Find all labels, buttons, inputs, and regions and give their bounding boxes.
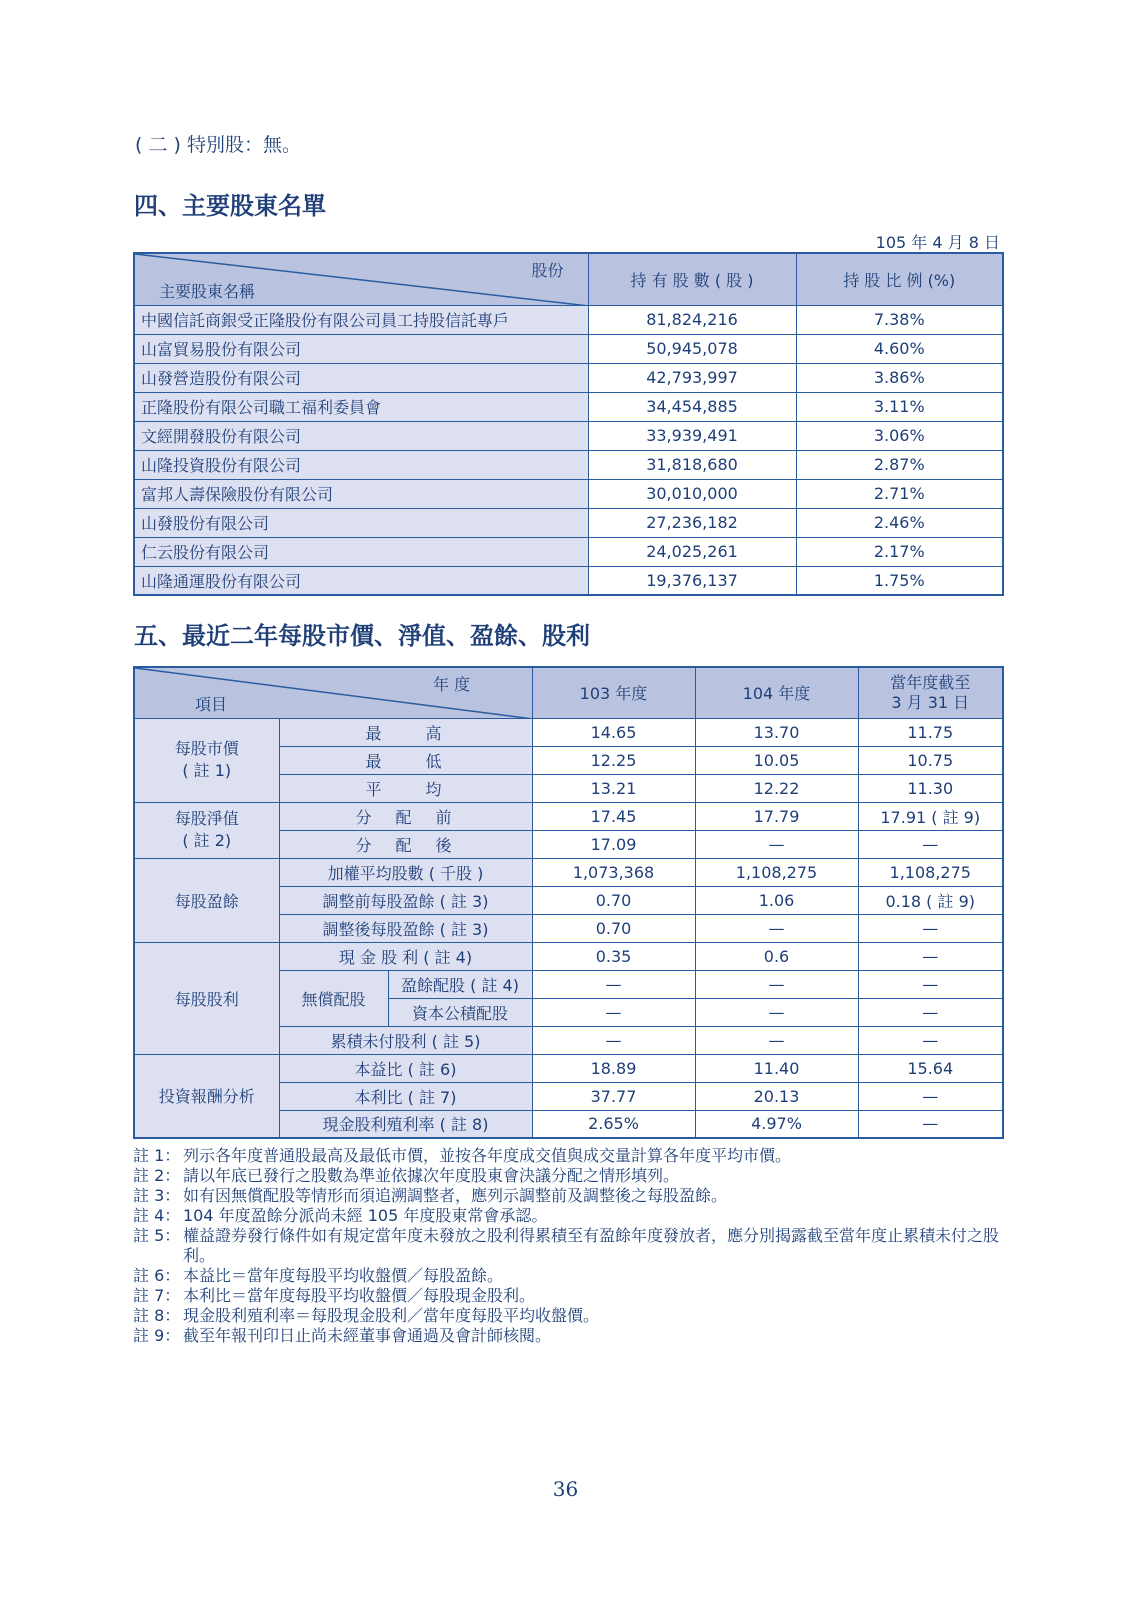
- value-103: 37.77: [532, 1082, 695, 1110]
- value-current: —: [858, 1026, 1003, 1054]
- footnote: [133, 1146, 1003, 1166]
- table-row: [134, 942, 1003, 970]
- shareholder-name: 山發營造股份有限公司: [134, 363, 588, 392]
- value-103: 18.89: [532, 1054, 695, 1082]
- row-item: 現金股利殖利率 ( 註 8): [279, 1110, 532, 1138]
- row-item: 最 低: [279, 746, 532, 774]
- current-year-header-line1: 當年度截至: [890, 672, 971, 692]
- table-row: [134, 479, 1003, 508]
- footnote-key: 註 1：: [133, 1146, 181, 1165]
- value-104: —: [695, 970, 858, 998]
- holding-ratio: 2.71%: [796, 479, 1003, 508]
- year-104-header: 104 年度: [695, 667, 858, 718]
- section4-title: 四、主要股東名單: [134, 192, 326, 220]
- row-item: 分 配 前: [279, 802, 532, 830]
- footnote-key: 註 4：: [133, 1206, 181, 1225]
- footnote-text: 本益比＝當年度每股平均收盤價／每股盈餘。: [183, 1266, 504, 1285]
- footnote: [133, 1166, 1003, 1186]
- value-current: 0.18 ( 註 9): [858, 886, 1003, 914]
- value-current: —: [858, 914, 1003, 942]
- table-row: [134, 392, 1003, 421]
- value-103: —: [532, 1026, 695, 1054]
- value-104: 1,108,275: [695, 858, 858, 886]
- value-104: —: [695, 1026, 858, 1054]
- shares-held: 30,010,000: [588, 479, 796, 508]
- value-current: —: [858, 1082, 1003, 1110]
- shares-held: 81,824,216: [588, 305, 796, 334]
- footnote-key: 註 9：: [133, 1326, 181, 1345]
- holding-ratio: 2.46%: [796, 508, 1003, 537]
- row-item: 資本公積配股: [388, 998, 532, 1026]
- shares-held: 24,025,261: [588, 537, 796, 566]
- value-104: 13.70: [695, 718, 858, 746]
- year-103-header: 103 年度: [532, 667, 695, 718]
- footnote: [133, 1206, 1003, 1226]
- value-103: 0.35: [532, 942, 695, 970]
- holding-ratio: 2.87%: [796, 450, 1003, 479]
- value-104: 12.22: [695, 774, 858, 802]
- row-item: 平 均: [279, 774, 532, 802]
- value-103: —: [532, 970, 695, 998]
- holding-ratio: 7.38%: [796, 305, 1003, 334]
- footnote-text: 現金股利殖利率＝每股現金股利／當年度每股平均收盤價。: [183, 1306, 600, 1325]
- value-103: 1,073,368: [532, 858, 695, 886]
- shares-held: 42,793,997: [588, 363, 796, 392]
- footnote: [133, 1226, 1003, 1266]
- value-103: 14.65: [532, 718, 695, 746]
- value-104: 4.97%: [695, 1110, 858, 1138]
- value-103: 2.65%: [532, 1110, 695, 1138]
- footnotes: [133, 1146, 1003, 1346]
- table2-diag-top-label: 年 度: [433, 675, 471, 694]
- row-item: 本益比 ( 註 6): [279, 1054, 532, 1082]
- row-item: 調整後每股盈餘 ( 註 3): [279, 914, 532, 942]
- table-row: [134, 537, 1003, 566]
- value-current: —: [858, 998, 1003, 1026]
- current-year-header: [858, 667, 1003, 718]
- table-row: [134, 802, 1003, 830]
- holding-ratio: 3.06%: [796, 421, 1003, 450]
- current-year-header-line2: 3 月 31 日: [891, 692, 970, 712]
- value-103: —: [532, 998, 695, 1026]
- value-104: 10.05: [695, 746, 858, 774]
- value-104: 20.13: [695, 1082, 858, 1110]
- shareholder-name: 仁云股份有限公司: [134, 537, 588, 566]
- shares-held: 33,939,491: [588, 421, 796, 450]
- shareholder-name: 山隆投資股份有限公司: [134, 450, 588, 479]
- shares-held: 27,236,182: [588, 508, 796, 537]
- row-item: 最 高: [279, 718, 532, 746]
- table-row: [134, 566, 1003, 595]
- group-roi-analysis: 投資報酬分析: [134, 1054, 279, 1138]
- row-item: 累積未付股利 ( 註 5): [279, 1026, 532, 1054]
- holding-ratio: 4.60%: [796, 334, 1003, 363]
- holding-ratio: 2.17%: [796, 537, 1003, 566]
- footnote-key: 註 3：: [133, 1186, 181, 1205]
- preferred-shares-line: ( 二 ) 特別股：無。: [135, 134, 301, 156]
- table2-diag-header-cell: [134, 667, 532, 718]
- holding-ratio: 3.86%: [796, 363, 1003, 392]
- footnote-key: 註 7：: [133, 1286, 181, 1305]
- page-number: 36: [552, 1477, 579, 1501]
- table-row: [134, 508, 1003, 537]
- footnote-text: 請以年底已發行之股數為準並依據次年度股東會決議分配之情形填列。: [183, 1166, 680, 1185]
- footnote-key: 註 5：: [133, 1226, 181, 1245]
- value-103: 13.21: [532, 774, 695, 802]
- value-current: —: [858, 942, 1003, 970]
- footnote: [133, 1186, 1003, 1206]
- major-shareholders-table: [133, 252, 1004, 596]
- value-103: 17.45: [532, 802, 695, 830]
- group-dividend: 每股股利: [134, 942, 279, 1054]
- table2-diag-bottom-label: 項目: [195, 694, 228, 714]
- value-103: 12.25: [532, 746, 695, 774]
- value-current: 15.64: [858, 1054, 1003, 1082]
- value-104: —: [695, 914, 858, 942]
- holding-ratio: 1.75%: [796, 566, 1003, 595]
- footnote: [133, 1306, 1003, 1326]
- table1-diag-bottom-label: 主要股東名稱: [159, 281, 256, 301]
- value-103: 0.70: [532, 914, 695, 942]
- table-row: [134, 421, 1003, 450]
- shareholder-name: 山發股份有限公司: [134, 508, 588, 537]
- table1-diag-top-label: 股份: [531, 261, 564, 280]
- footnote-key: 註 8：: [133, 1306, 181, 1325]
- row-item: 調整前每股盈餘 ( 註 3): [279, 886, 532, 914]
- shares-held: 34,454,885: [588, 392, 796, 421]
- table1-diag-header-cell: [134, 253, 588, 305]
- shareholder-name: 山富貿易股份有限公司: [134, 334, 588, 363]
- value-current: 11.30: [858, 774, 1003, 802]
- table-row: [134, 718, 1003, 746]
- footnote-text: 104 年度盈餘分派尚未經 105 年度股東常會承認。: [183, 1206, 548, 1225]
- shares-held: 50,945,078: [588, 334, 796, 363]
- value-104: 1.06: [695, 886, 858, 914]
- value-current: 10.75: [858, 746, 1003, 774]
- table-row: [134, 334, 1003, 363]
- value-current: 11.75: [858, 718, 1003, 746]
- value-104: 11.40: [695, 1054, 858, 1082]
- value-current: 17.91 ( 註 9): [858, 802, 1003, 830]
- per-share-data-table: [133, 666, 1004, 1139]
- footnote-key: 註 6：: [133, 1266, 181, 1285]
- shares-held: 19,376,137: [588, 566, 796, 595]
- table-row: [134, 363, 1003, 392]
- footnote: [133, 1326, 1003, 1346]
- row-item: 盈餘配股 ( 註 4): [388, 970, 532, 998]
- holding-ratio: 3.11%: [796, 392, 1003, 421]
- table1-ratio-header: 持 股 比 例 (%): [796, 253, 1003, 305]
- footnote-key: 註 2：: [133, 1166, 181, 1185]
- row-item: 分 配 後: [279, 830, 532, 858]
- value-104: 17.79: [695, 802, 858, 830]
- value-104: 0.6: [695, 942, 858, 970]
- row-item: 現 金 股 利 ( 註 4): [279, 942, 532, 970]
- row-item: 本利比 ( 註 7): [279, 1082, 532, 1110]
- value-current: —: [858, 1110, 1003, 1138]
- footnote-text: 本利比＝當年度每股平均收盤價／每股現金股利。: [183, 1286, 536, 1305]
- footnote: [133, 1286, 1003, 1306]
- value-103: 17.09: [532, 830, 695, 858]
- group-eps: 每股盈餘: [134, 858, 279, 942]
- footnote: [133, 1266, 1003, 1286]
- footnote-text: 如有因無償配股等情形而須追溯調整者，應列示調整前及調整後之每股盈餘。: [183, 1186, 728, 1205]
- value-current: —: [858, 830, 1003, 858]
- group-net-value: 每股淨值 ( 註 2): [134, 802, 279, 858]
- value-current: 1,108,275: [858, 858, 1003, 886]
- table1-date: 105 年 4 月 8 日: [875, 233, 1000, 252]
- footnote-text: 權益證券發行條件如有規定當年度未發放之股利得累積至有盈餘年度發放者，應分別揭露截至當年度止累積未付之股利。: [183, 1226, 1000, 1265]
- table1-header-row: [134, 253, 1003, 305]
- value-current: —: [858, 970, 1003, 998]
- table1-shares-header: 持 有 股 數 ( 股 ): [588, 253, 796, 305]
- shareholder-name: 富邦人壽保險股份有限公司: [134, 479, 588, 508]
- table-row: [134, 858, 1003, 886]
- footnote-text: 列示各年度普通股最高及最低市價，並按各年度成交值與成交量計算各年度平均市價。: [183, 1146, 792, 1165]
- section5-title: 五、最近二年每股市價、淨值、盈餘、股利: [134, 622, 590, 650]
- value-103: 0.70: [532, 886, 695, 914]
- value-104: —: [695, 998, 858, 1026]
- row-item: 加權平均股數 ( 千股 ): [279, 858, 532, 886]
- group-stock-dividend: 無償配股: [279, 970, 388, 1026]
- table-row: [134, 305, 1003, 334]
- shareholder-name: 正隆股份有限公司職工福利委員會: [134, 392, 588, 421]
- footnote-text: 截至年報刊印日止尚未經董事會通過及會計師核閱。: [183, 1326, 552, 1345]
- shareholder-name: 文經開發股份有限公司: [134, 421, 588, 450]
- group-market-price: 每股市價 ( 註 1): [134, 718, 279, 802]
- shareholder-name: 中國信託商銀受正隆股份有限公司員工持股信託專戶: [134, 305, 588, 334]
- table-row: [134, 450, 1003, 479]
- shareholder-name: 山隆通運股份有限公司: [134, 566, 588, 595]
- table-row: [134, 1054, 1003, 1082]
- value-104: —: [695, 830, 858, 858]
- table2-header-row: [134, 667, 1003, 718]
- shares-held: 31,818,680: [588, 450, 796, 479]
